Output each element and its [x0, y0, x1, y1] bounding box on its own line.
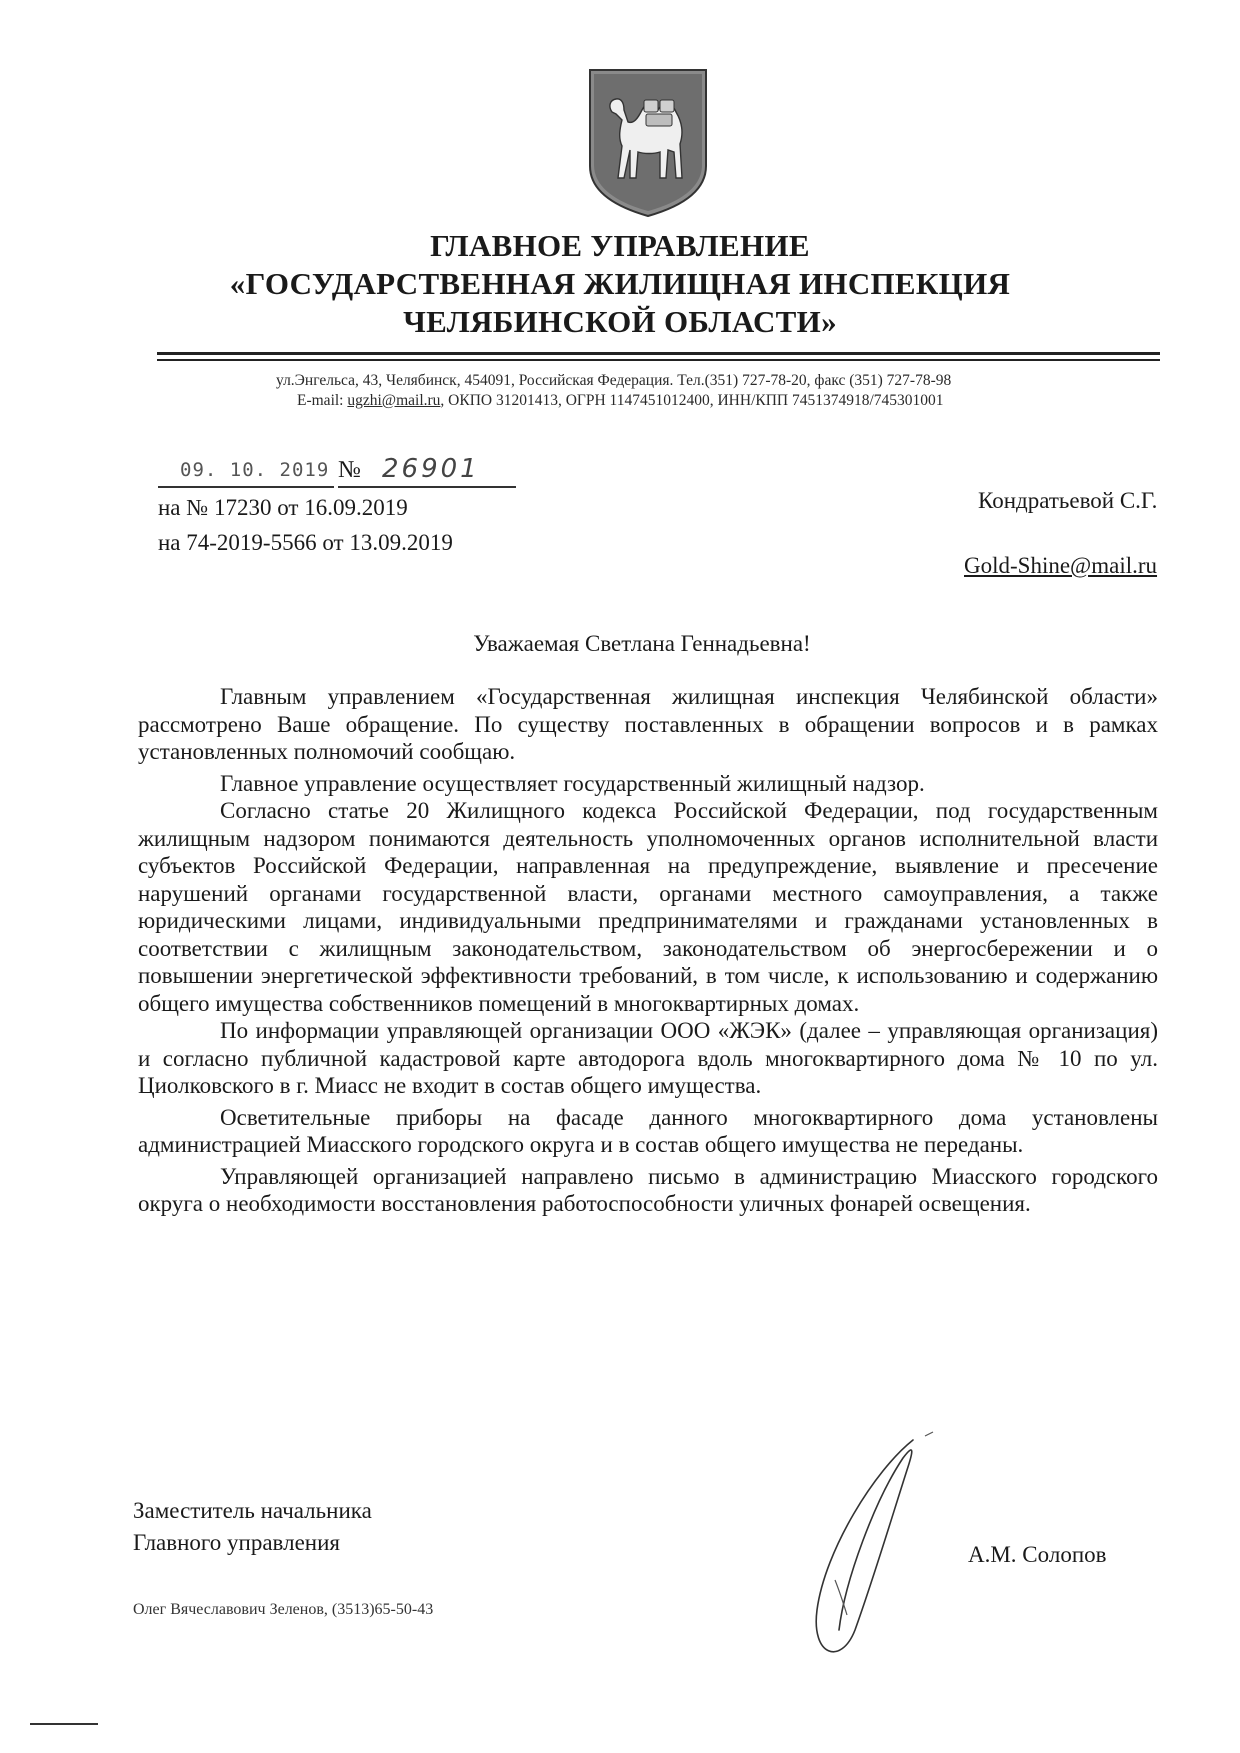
org-email-link[interactable]: ugzhi@mail.ru — [347, 392, 441, 409]
requisites-text: , ОКПО 31201413, ОГРН 1147451012400, ИНН/КПП 7451374918/745301001 — [440, 392, 944, 409]
reference-line-1: на № 17230 от 16.09.2019 — [158, 495, 408, 520]
recipient-email-link[interactable]: Gold-Shine@mail.ru — [964, 553, 1158, 578]
body-paragraph-4: По информации управляющей организации ООО «ЖЭК» (далее – управляющая организация) и согласно публичной кадастровой карте автодорога вдоль многоквартирного дома № 10 по ул. Циолковского в г. Миасс не входит в состав общего имущества. — [138, 1018, 1158, 1098]
salutation: Уважаемая Светлана Геннадьевна! — [473, 631, 811, 656]
body-paragraph-6: Управляющей организацией направлено письмо в администрацию Миасского городского округа о необходимости восстановления работоспособности уличных фонарей освещения. — [138, 1163, 1158, 1216]
reference-line-2: на 74-2019-5566 от 13.09.2019 — [158, 530, 453, 555]
org-requisites-line — [297, 392, 944, 410]
executor-contact: Олег Вячеславович Зеленов, (3513)65-50-43 — [133, 1601, 434, 1618]
signatory-name: А.М. Солопов — [968, 1542, 1107, 1567]
email-prefix: E-mail: — [297, 392, 348, 409]
signatory-position-line-1: Заместитель начальника — [133, 1498, 372, 1523]
recipient-name: Кондратьевой С.Г. — [978, 488, 1158, 513]
letter-body — [138, 683, 1158, 1218]
handwritten-signature-icon — [795, 1430, 945, 1670]
header-rule-thick — [157, 352, 1160, 355]
body-paragraph-5: Осветительные приборы на фасаде данного многоквартирного дома установлены администрацией Миасского городского округа и в состав общего имущества не переданы. — [138, 1104, 1158, 1157]
body-paragraph-1: Главным управлением «Государственная жилищная инспекция Челябинской области» рассмотрено Ваше обращение. По существу поставленных в обращении вопросов и в рамках установленных полномочий сообщаю. — [138, 684, 1158, 764]
registration-date: 09. 10. 2019 — [180, 459, 330, 481]
date-underline — [158, 486, 334, 488]
body-paragraph-2: Главное управление осуществляет государственный жилищный надзор. — [220, 770, 925, 796]
page-corner-mark — [30, 1723, 98, 1725]
org-title-line-2: «ГОСУДАРСТВЕННАЯ ЖИЛИЩНАЯ ИНСПЕКЦИЯ — [229, 266, 1011, 301]
header-rule-thin — [157, 359, 1160, 361]
registration-number-label: № — [338, 457, 361, 483]
org-title-line-3: ЧЕЛЯБИНСКОЙ ОБЛАСТИ» — [403, 304, 837, 339]
registration-number: 26901 — [382, 454, 480, 484]
org-title-line-1: ГЛАВНОЕ УПРАВЛЕНИЕ — [430, 228, 810, 263]
signatory-position-line-2: Главного управления — [133, 1530, 340, 1555]
org-address-line: ул.Энгельса, 43, Челябинск, 454091, Российская Федерация. Тел.(351) 727-78-20, факс (351) 727-78-98 — [276, 372, 952, 389]
coat-of-arms-icon — [584, 66, 712, 218]
number-underline — [338, 486, 516, 488]
body-paragraph-3: Согласно статье 20 Жилищного кодекса Российской Федерации, под государственным жилищным надзором понимаются деятельность уполномоченных органов исполнительной власти субъектов Российской Федерации, направленная на предупреждение, выявление и пресечение нарушений органами государственной власти, органами местного самоуправления, а также юридическими лицами, индивидуальными предпринимателями и гражданами установленных в соответствии с жилищным законодательством, законодательством об энергосбережении и о повышении энергетической эффективности требований, в том числе, к использованию и содержанию общего имущества собственников помещений в многоквартирных домах. — [138, 798, 1158, 1016]
